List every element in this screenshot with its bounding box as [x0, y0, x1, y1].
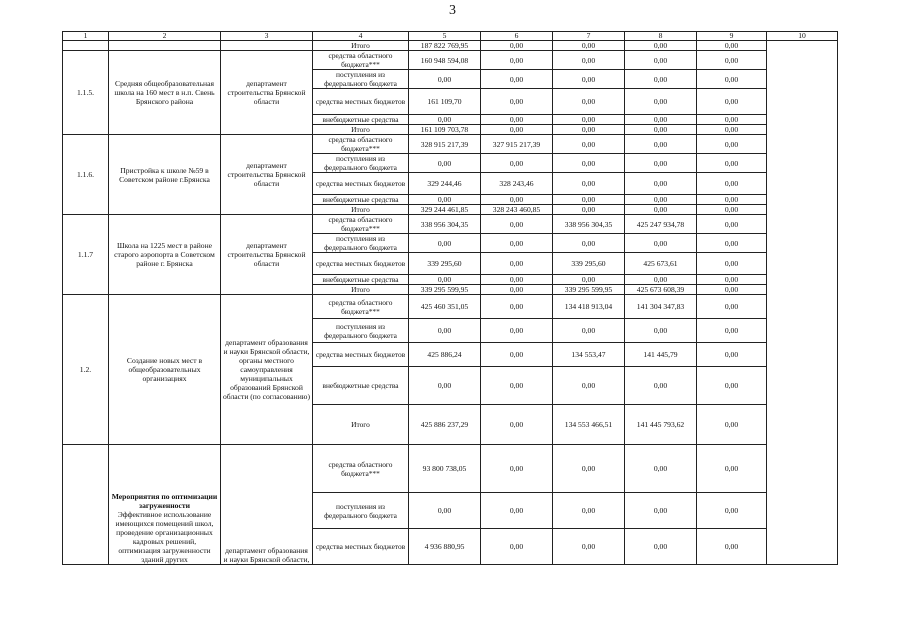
- value-cell: 161 109,70: [409, 89, 481, 115]
- value-cell: 4 936 880,95: [409, 529, 481, 565]
- source-label: поступления из федерального бюджета: [313, 234, 409, 253]
- value-cell: 0,00: [697, 205, 767, 215]
- value-cell: 0,00: [697, 275, 767, 285]
- source-label: средства местных бюджетов: [313, 343, 409, 367]
- table-row: [63, 215, 838, 234]
- value-cell: 0,00: [625, 125, 697, 135]
- value-cell: 0,00: [409, 115, 481, 125]
- source-label: внебюджетные средства: [313, 367, 409, 405]
- value-cell: 0,00: [625, 205, 697, 215]
- value-cell: 0,00: [553, 367, 625, 405]
- value-cell: 0,00: [553, 135, 625, 154]
- value-cell: 0,00: [553, 51, 625, 70]
- source-label: внебюджетные средства: [313, 195, 409, 205]
- value-cell: 339 295 599,95: [409, 285, 481, 295]
- source-label: средства областного бюджета***: [313, 445, 409, 493]
- value-cell: 0,00: [625, 367, 697, 405]
- value-cell: 0,00: [697, 367, 767, 405]
- header-cell: 1: [63, 32, 109, 41]
- value-cell: 0,00: [481, 343, 553, 367]
- source-label: поступления из федерального бюджета: [313, 493, 409, 529]
- value-cell: 0,00: [481, 367, 553, 405]
- value-cell: 328 243 460,85: [481, 205, 553, 215]
- value-cell: 0,00: [553, 70, 625, 89]
- source-label: поступления из федерального бюджета: [313, 154, 409, 173]
- value-cell: 0,00: [553, 529, 625, 565]
- item-code: 1.1.5.: [63, 51, 109, 135]
- value-cell: 0,00: [697, 89, 767, 115]
- source-label: средства местных бюджетов: [313, 253, 409, 275]
- value-cell: 0,00: [409, 154, 481, 173]
- value-cell: 0,00: [553, 493, 625, 529]
- item-name: Эффективное использование имеющихся помещений школ, проведение организационных кадровых решений, оптимизация загруженности зданий других: [115, 510, 214, 564]
- source-label: внебюджетные средства: [313, 275, 409, 285]
- value-cell: 0,00: [697, 405, 767, 445]
- value-cell: 0,00: [625, 89, 697, 115]
- item-dept: департамент строительства Брянской области: [221, 135, 313, 215]
- value-cell: 0,00: [481, 115, 553, 125]
- value-cell: 0,00: [625, 319, 697, 343]
- value-cell: 160 948 594,08: [409, 51, 481, 70]
- value-cell: 0,00: [553, 173, 625, 195]
- value-cell: 0,00: [697, 125, 767, 135]
- item-dept: департамент образования и науки Брянской области, органы местного самоуправления муниципальных образований Брянской области (по согласованию): [221, 295, 313, 445]
- value-cell: 425 886 237,29: [409, 405, 481, 445]
- header-cell: 5: [409, 32, 481, 41]
- value-cell: 0,00: [409, 493, 481, 529]
- value-cell: 0,00: [553, 319, 625, 343]
- value-cell: 328 915 217,39: [409, 135, 481, 154]
- value-cell: 425 886,24: [409, 343, 481, 367]
- value-cell: 0,00: [409, 367, 481, 405]
- source-label: средства областного бюджета***: [313, 295, 409, 319]
- value-cell: 0,00: [481, 493, 553, 529]
- item-name-cell: [109, 445, 221, 565]
- value-cell: 328 243,46: [481, 173, 553, 195]
- value-cell: 93 800 738,05: [409, 445, 481, 493]
- header-cell: 7: [553, 32, 625, 41]
- source-label: поступления из федерального бюджета: [313, 70, 409, 89]
- budget-table: [62, 31, 838, 565]
- value-cell: 425 460 351,05: [409, 295, 481, 319]
- value-cell: 0,00: [553, 445, 625, 493]
- value-cell: 329 244 461,85: [409, 205, 481, 215]
- value-cell: 425 673,61: [625, 253, 697, 275]
- value-cell: 0,00: [625, 115, 697, 125]
- item-name: Средняя общеобразовательная школа на 160 мест в н.п. Свень Брянского района: [109, 51, 221, 135]
- header-cell: 3: [221, 32, 313, 41]
- header-cell: 2: [109, 32, 221, 41]
- value-cell: 0,00: [625, 234, 697, 253]
- value-cell: 0,00: [553, 89, 625, 115]
- value-cell: 187 822 769,95: [409, 41, 481, 51]
- value-cell: 141 304 347,83: [625, 295, 697, 319]
- source-label: внебюджетные средства: [313, 115, 409, 125]
- item-code: 1.1.7: [63, 215, 109, 295]
- source-label: Итого: [313, 285, 409, 295]
- value-cell: 0,00: [481, 234, 553, 253]
- source-label: средства областного бюджета***: [313, 215, 409, 234]
- value-cell: 0,00: [481, 295, 553, 319]
- value-cell: 0,00: [481, 319, 553, 343]
- value-cell: 134 553 466,51: [553, 405, 625, 445]
- value-cell: 0,00: [625, 41, 697, 51]
- col10-cell: [767, 41, 838, 565]
- value-cell: 0,00: [481, 195, 553, 205]
- value-cell: 0,00: [481, 445, 553, 493]
- value-cell: 134 418 913,04: [553, 295, 625, 319]
- item-dept: департамент образования и науки Брянской области,: [221, 445, 313, 565]
- source-label: Итого: [313, 41, 409, 51]
- table-row: [63, 51, 838, 70]
- source-label: средства местных бюджетов: [313, 89, 409, 115]
- value-cell: 0,00: [409, 234, 481, 253]
- value-cell: 0,00: [553, 234, 625, 253]
- header-cell: 6: [481, 32, 553, 41]
- item-name: Создание новых мест в общеобразовательных организациях: [109, 295, 221, 445]
- value-cell: 0,00: [697, 445, 767, 493]
- value-cell: 339 295,60: [409, 253, 481, 275]
- value-cell: 0,00: [553, 205, 625, 215]
- value-cell: 0,00: [553, 115, 625, 125]
- page-number: 3: [449, 3, 456, 18]
- item-name: Школа на 1225 мест в районе старого аэропорта в Советском районе г. Брянска: [109, 215, 221, 295]
- value-cell: 0,00: [697, 70, 767, 89]
- value-cell: 0,00: [481, 529, 553, 565]
- value-cell: 0,00: [697, 319, 767, 343]
- value-cell: 0,00: [409, 319, 481, 343]
- item-code: [63, 445, 109, 565]
- table-row: [63, 295, 838, 319]
- source-label: средства областного бюджета***: [313, 51, 409, 70]
- value-cell: 327 915 217,39: [481, 135, 553, 154]
- header-row: [63, 32, 838, 41]
- value-cell: 0,00: [481, 41, 553, 51]
- item-name: Пристройка к школе №59 в Советском районе г.Брянска: [109, 135, 221, 215]
- value-cell: 0,00: [553, 275, 625, 285]
- value-cell: 0,00: [481, 89, 553, 115]
- value-cell: 339 295,60: [553, 253, 625, 275]
- value-cell: 161 109 703,78: [409, 125, 481, 135]
- source-label: средства местных бюджетов: [313, 529, 409, 565]
- value-cell: 0,00: [553, 195, 625, 205]
- value-cell: 0,00: [697, 234, 767, 253]
- table-row: [63, 135, 838, 154]
- header-cell: 4: [313, 32, 409, 41]
- value-cell: 0,00: [697, 154, 767, 173]
- value-cell: 0,00: [625, 135, 697, 154]
- source-label: Итого: [313, 125, 409, 135]
- value-cell: 0,00: [697, 529, 767, 565]
- value-cell: 338 956 304,35: [409, 215, 481, 234]
- value-cell: 0,00: [409, 70, 481, 89]
- value-cell: 0,00: [481, 51, 553, 70]
- value-cell: 0,00: [697, 115, 767, 125]
- item-dept: департамент строительства Брянской области: [221, 215, 313, 295]
- header-cell: 10: [767, 32, 838, 41]
- value-cell: 0,00: [697, 51, 767, 70]
- value-cell: 141 445,79: [625, 343, 697, 367]
- header-cell: 8: [625, 32, 697, 41]
- item-code: 1.1.6.: [63, 135, 109, 215]
- header-cell: 9: [697, 32, 767, 41]
- value-cell: 0,00: [625, 154, 697, 173]
- value-cell: 0,00: [697, 215, 767, 234]
- item-dept: департамент строительства Брянской области: [221, 51, 313, 135]
- value-cell: 329 244,46: [409, 173, 481, 195]
- value-cell: 0,00: [625, 275, 697, 285]
- value-cell: 0,00: [553, 154, 625, 173]
- value-cell: 0,00: [481, 285, 553, 295]
- value-cell: 0,00: [697, 173, 767, 195]
- value-cell: 0,00: [481, 275, 553, 285]
- source-label: Итого: [313, 205, 409, 215]
- source-label: Итого: [313, 405, 409, 445]
- value-cell: 0,00: [481, 215, 553, 234]
- value-cell: 0,00: [697, 253, 767, 275]
- item-code: 1.2.: [63, 295, 109, 445]
- value-cell: 0,00: [625, 529, 697, 565]
- source-label: поступления из федерального бюджета: [313, 319, 409, 343]
- value-cell: 0,00: [481, 70, 553, 89]
- table-row: [63, 41, 838, 51]
- value-cell: 0,00: [697, 135, 767, 154]
- table-row: [63, 445, 838, 493]
- value-cell: 141 445 793,62: [625, 405, 697, 445]
- value-cell: 0,00: [625, 51, 697, 70]
- value-cell: 0,00: [481, 154, 553, 173]
- value-cell: 134 553,47: [553, 343, 625, 367]
- value-cell: 0,00: [481, 253, 553, 275]
- value-cell: 0,00: [697, 295, 767, 319]
- item-name-bold: Мероприятия по оптимизации загруженности: [111, 492, 218, 510]
- value-cell: 0,00: [697, 493, 767, 529]
- value-cell: 0,00: [697, 285, 767, 295]
- value-cell: 0,00: [625, 493, 697, 529]
- value-cell: 425 673 608,39: [625, 285, 697, 295]
- value-cell: 0,00: [553, 125, 625, 135]
- value-cell: 0,00: [481, 405, 553, 445]
- source-label: средства местных бюджетов: [313, 173, 409, 195]
- value-cell: 339 295 599,95: [553, 285, 625, 295]
- value-cell: 0,00: [409, 195, 481, 205]
- value-cell: 0,00: [625, 195, 697, 205]
- value-cell: 425 247 934,78: [625, 215, 697, 234]
- source-label: средства областного бюджета***: [313, 135, 409, 154]
- value-cell: 0,00: [697, 195, 767, 205]
- value-cell: 0,00: [625, 70, 697, 89]
- value-cell: 0,00: [625, 173, 697, 195]
- value-cell: 0,00: [625, 445, 697, 493]
- value-cell: 0,00: [553, 41, 625, 51]
- value-cell: 338 956 304,35: [553, 215, 625, 234]
- value-cell: 0,00: [409, 275, 481, 285]
- value-cell: 0,00: [697, 343, 767, 367]
- value-cell: 0,00: [481, 125, 553, 135]
- value-cell: 0,00: [697, 41, 767, 51]
